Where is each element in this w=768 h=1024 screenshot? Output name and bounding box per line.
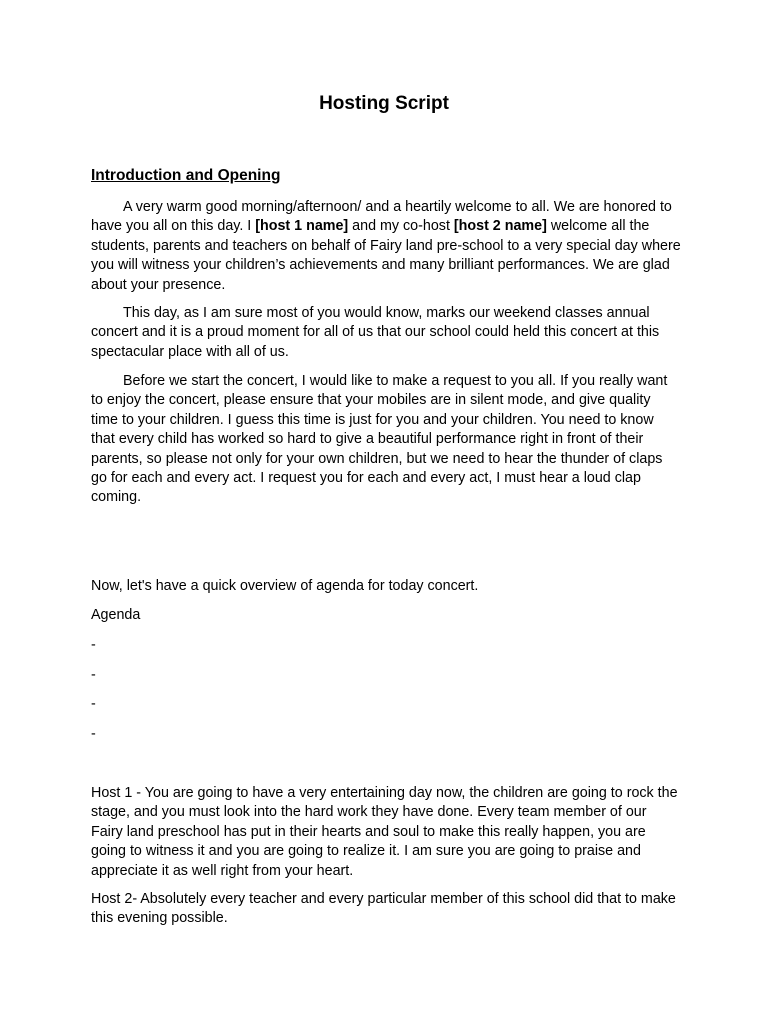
agenda-item: -: [91, 726, 96, 742]
host-2-line: Host 2- Absolutely every teacher and every particular member of this school did that to make this evening possible.: [91, 891, 676, 927]
intro-paragraph-3: Before we start the concert, I would like to make a request to you all. If you really want to enjoy the concert, please ensure that your mobiles are in silent mode, and give quality time to your children. I guess this time is just for you and your children. You need to know that every child has worked so hard to give a beautiful performance right in front of their parents, so please not only for your own children, but we need to hear the thunder of claps go for each and every act. I request you for each and every act, I must hear a loud clap coming.: [91, 373, 668, 506]
section-heading: Introduction and Opening: [91, 167, 281, 184]
document-title: Hosting Script: [319, 93, 449, 114]
agenda-label: Agenda: [91, 607, 141, 623]
intro-p1-text-b: and my co-host: [348, 218, 454, 235]
intro-paragraph-2: This day, as I am sure most of you would know, marks our weekend classes annual concert and it is a proud moment for all of us that our school could held this concert at this spectacular place with all of us.: [91, 305, 660, 360]
host-1-name-placeholder: [host 1 name]: [255, 218, 349, 235]
agenda-item: -: [91, 696, 96, 712]
host-2-name-placeholder: [host 2 name]: [453, 218, 547, 235]
host-1-line: Host 1 - You are going to have a very entertaining day now, the children are going to rock the stage, and you must look into the hard work they have done. Every team member of our Fairy land preschool has put in their hearts and soul to make this really happen, you are going to witness it and you are going to realize it. I am sure you are going to praise and appreciate it as well right from your heart.: [91, 785, 678, 879]
agenda-item: -: [91, 667, 96, 683]
intro-p1-text-c: welcome all the students, parents and teachers on behalf of Fairy land pre-school to a very special day where you will witness your children’s achievements and many brilliant performances. We are glad about your presence.: [91, 218, 681, 293]
intro-p1-text-a: A very warm good morning/afternoon/ and a heartily welcome to all. We are honored to have you all on this day. I: [91, 199, 672, 235]
intro-paragraph-1: [91, 198, 681, 295]
agenda-item: -: [91, 637, 96, 653]
overview-line: Now, let's have a quick overview of agenda for today concert.: [91, 578, 479, 594]
